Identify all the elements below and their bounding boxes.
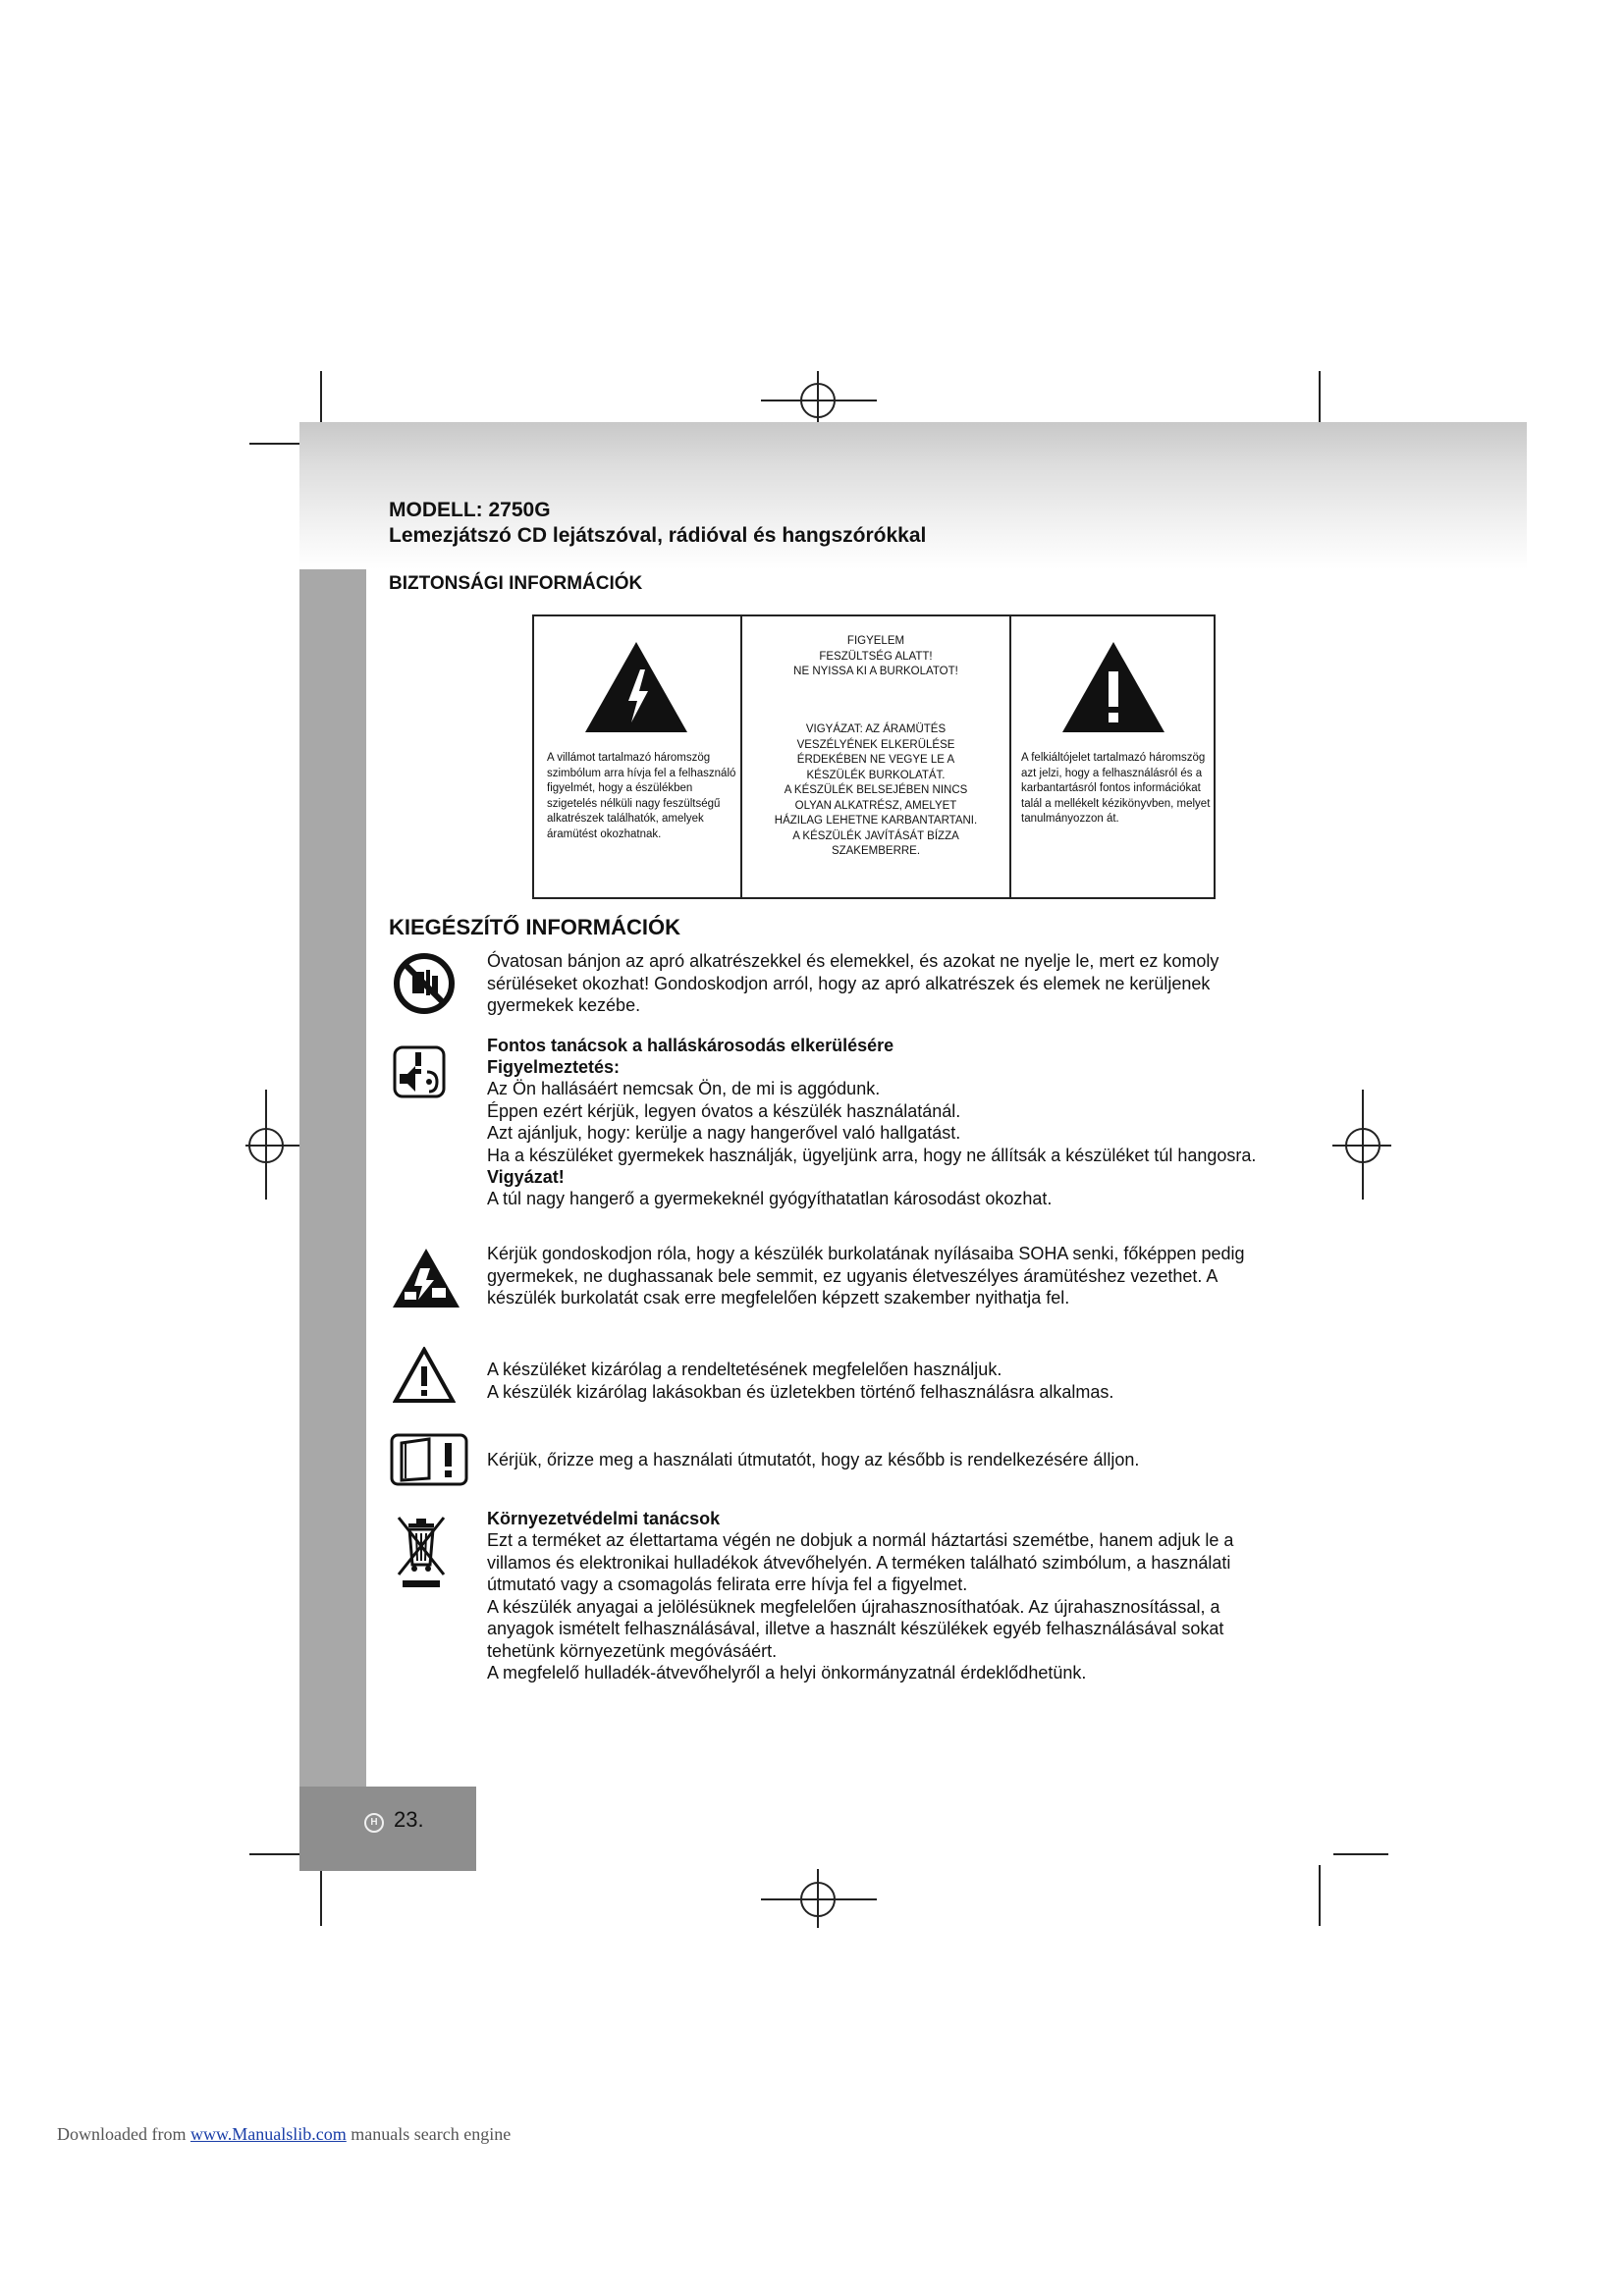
hearing-line-3: Azt ajánljuk, hogy: kerülje a nagy hangerővel való hallgatást. <box>487 1123 961 1143</box>
caution-triangle-icon <box>393 1347 456 1404</box>
crop-mark-top-right-v <box>1319 371 1321 430</box>
caution-line-8: A KÉSZÜLÉK JAVÍTÁSÁT BÍZZA <box>792 829 959 842</box>
shock-line-1: Kérjük gondoskodjon róla, hogy a készülék burkolatának nyílásaiba SOHA senki, főképpen pedig <box>487 1244 1245 1263</box>
crop-mark-bottom-right-h <box>1333 1853 1388 1855</box>
safety-warning-box <box>532 614 1216 899</box>
shock-line-2: gyermekek, ne dughassanak bele semmit, ez ugyanis életveszélyes áramütéshez vezethet. A <box>487 1265 1218 1286</box>
hearing-section <box>487 1035 1351 1210</box>
small-parts-text <box>487 950 1322 1017</box>
crop-mark-top-left-h <box>249 443 304 445</box>
warning-left-panel <box>534 616 740 897</box>
model-title: MODELL: 2750G <box>389 499 551 521</box>
environment-line-6: tehetünk környezetünk megóvásáért. <box>487 1640 778 1661</box>
environment-line-2: villamos és elektronikai hulladékok átvevőhelyén. A terméken található szimbólum, a használati <box>487 1552 1231 1573</box>
hearing-line-4: Ha a készüléket gyermekek használják, ügyeljünk arra, hogy ne állítsák a készüléket túl hangosra. <box>487 1145 1257 1165</box>
exclamation-triangle-icon <box>1060 640 1166 734</box>
warning-right-panel <box>1011 616 1214 897</box>
hearing-warning-icon <box>392 1044 447 1099</box>
page-number-box <box>299 1787 476 1871</box>
environment-line-5: anyagok ismételt felhasználásával, illetve a használt készülékek egyéb felhasználásával sokat <box>487 1619 1224 1638</box>
shock-text <box>487 1243 1331 1309</box>
environment-line-4: A készülék anyagai a jelölésüknek megfelelően újrahasznosíthatóak. Az újrahasznosítással, a <box>487 1596 1220 1617</box>
exclamation-explanation: A felkiáltójelet tartalmazó háromszög azt jelzi, hogy a felhasználásról és a karbantartásról fontos információkat talál a mellékelt kézikönyvben, melyet tanulmányozzon át. <box>1021 752 1211 825</box>
hearing-caution-label: Vigyázat! <box>487 1167 565 1187</box>
caution-line-3: ÉRDEKÉBEN NE VEGYE LE A <box>796 754 955 766</box>
do-not-open: NE NYISSA KI A BURKOLATOT! <box>793 666 958 677</box>
caution-line-1: VIGYÁZAT: AZ ÁRAMÜTÉS <box>805 723 947 735</box>
shock-line-3: készülék burkolatát csak erre megfelelően képzett szakember nyithatja fel. <box>487 1288 1070 1308</box>
usage-line-2: A készülék kizárólag lakásokban és üzletekben történő felhasználásra alkalmas. <box>487 1381 1114 1402</box>
small-parts-line-3: gyermekek kezébe. <box>487 995 641 1015</box>
footer-prefix: Downloaded from <box>57 2124 190 2144</box>
small-parts-line-2: sérüléseket okozhat! Gondoskodjon arról, hogy az apró alkatrészek és elemek ne kerüljenek <box>487 973 1211 993</box>
crop-mark-top-left-v <box>320 371 322 430</box>
language-badge: H <box>364 1813 384 1833</box>
caution-line-7: HÁZILAG LEHETNE KARBANTARTANI. <box>774 815 978 827</box>
electric-shock-hand-icon <box>391 1247 461 1309</box>
environment-line-7: A megfelelő hulladék-átvevőhelyről a helyi önkormányzatnál érdeklődhetünk. <box>487 1663 1087 1682</box>
warning-center-panel <box>742 616 1009 897</box>
lightning-triangle-icon <box>583 640 689 734</box>
usage-line-1: A készüléket kizárólag a rendeltetésének megfelelően használjuk. <box>487 1360 1002 1379</box>
lightning-explanation: A villámot tartalmazó háromszög szimbólum arra hívja fel a felhasználó figyelmét, hogy a észülékben szigetelés nélküli nagy feszültségű alkatrészek találhatók, amelyek áramütést okozhatnak. <box>547 752 736 840</box>
manualslib-link[interactable]: www.Manualslib.com <box>189 2124 347 2144</box>
environment-section <box>487 1508 1331 1684</box>
hearing-warning-label: Figyelmeztetés: <box>487 1057 621 1077</box>
product-subtitle: Lemezjátszó CD lejátszóval, rádióval és hangszórókkal <box>389 524 927 547</box>
crop-mark-bottom-right-v <box>1319 1865 1321 1926</box>
warning-label: FIGYELEM <box>846 635 905 647</box>
safety-heading: BIZTONSÁGI INFORMÁCIÓK <box>389 573 643 594</box>
environment-line-1: Ezt a terméket az élettartama végén ne dobjuk a normál háztartási szemétbe, hanem adjuk le a <box>487 1530 1234 1550</box>
footer-suffix: manuals search engine <box>346 2124 512 2144</box>
hearing-line-2: Éppen ezért kérjük, legyen óvatos a készülék használatánál. <box>487 1100 961 1121</box>
crop-mark-bottom-left-v <box>320 1865 322 1926</box>
download-footer <box>57 2124 511 2145</box>
caution-line-6: OLYAN ALKATRÉSZ, AMELYET <box>794 799 957 812</box>
hearing-title: Fontos tanácsok a halláskárosodás elkerülésére <box>487 1036 894 1055</box>
manual-book-icon <box>390 1433 468 1486</box>
small-parts-line-1: Óvatosan bánjon az apró alkatrészekkel és elemekkel, és azokat ne nyelje le, mert ez komoly <box>487 951 1219 971</box>
voltage-warning: FESZÜLTSÉG ALATT! <box>819 650 933 663</box>
crop-mark-bottom-left-h <box>249 1853 304 1855</box>
page-number: 23. <box>394 1807 424 1832</box>
hearing-caution-text: A túl nagy hangerő a gyermekeknél gyógyíthatatlan károsodást okozhat. <box>487 1189 1053 1208</box>
side-bar <box>299 569 366 1787</box>
environment-title: Környezetvédelmi tanácsok <box>487 1509 721 1528</box>
weee-bin-icon <box>395 1514 448 1590</box>
caution-line-9: SZAKEMBERRE. <box>831 845 921 857</box>
environment-line-3: útmutató vagy a csomagolás felirata erre hívja fel a figyelmet. <box>487 1575 968 1594</box>
additional-heading: KIEGÉSZÍTŐ INFORMÁCIÓK <box>389 915 680 939</box>
caution-line-5: A KÉSZÜLÉK BELSEJÉBEN NINCS <box>784 784 968 796</box>
no-swallow-icon <box>393 952 456 1015</box>
manual-text: Kérjük, őrizze meg a használati útmutatót, hogy az később is rendelkezésére álljon. <box>487 1450 1140 1469</box>
usage-text <box>487 1359 1331 1403</box>
caution-line-4: KÉSZÜLÉK BURKOLATÁT. <box>806 769 946 781</box>
caution-line-2: VESZÉLYÉNEK ELKERÜLÉSE <box>796 738 955 751</box>
hearing-line-1: Az Ön hallásáért nemcsak Ön, de mi is aggódunk. <box>487 1079 881 1098</box>
